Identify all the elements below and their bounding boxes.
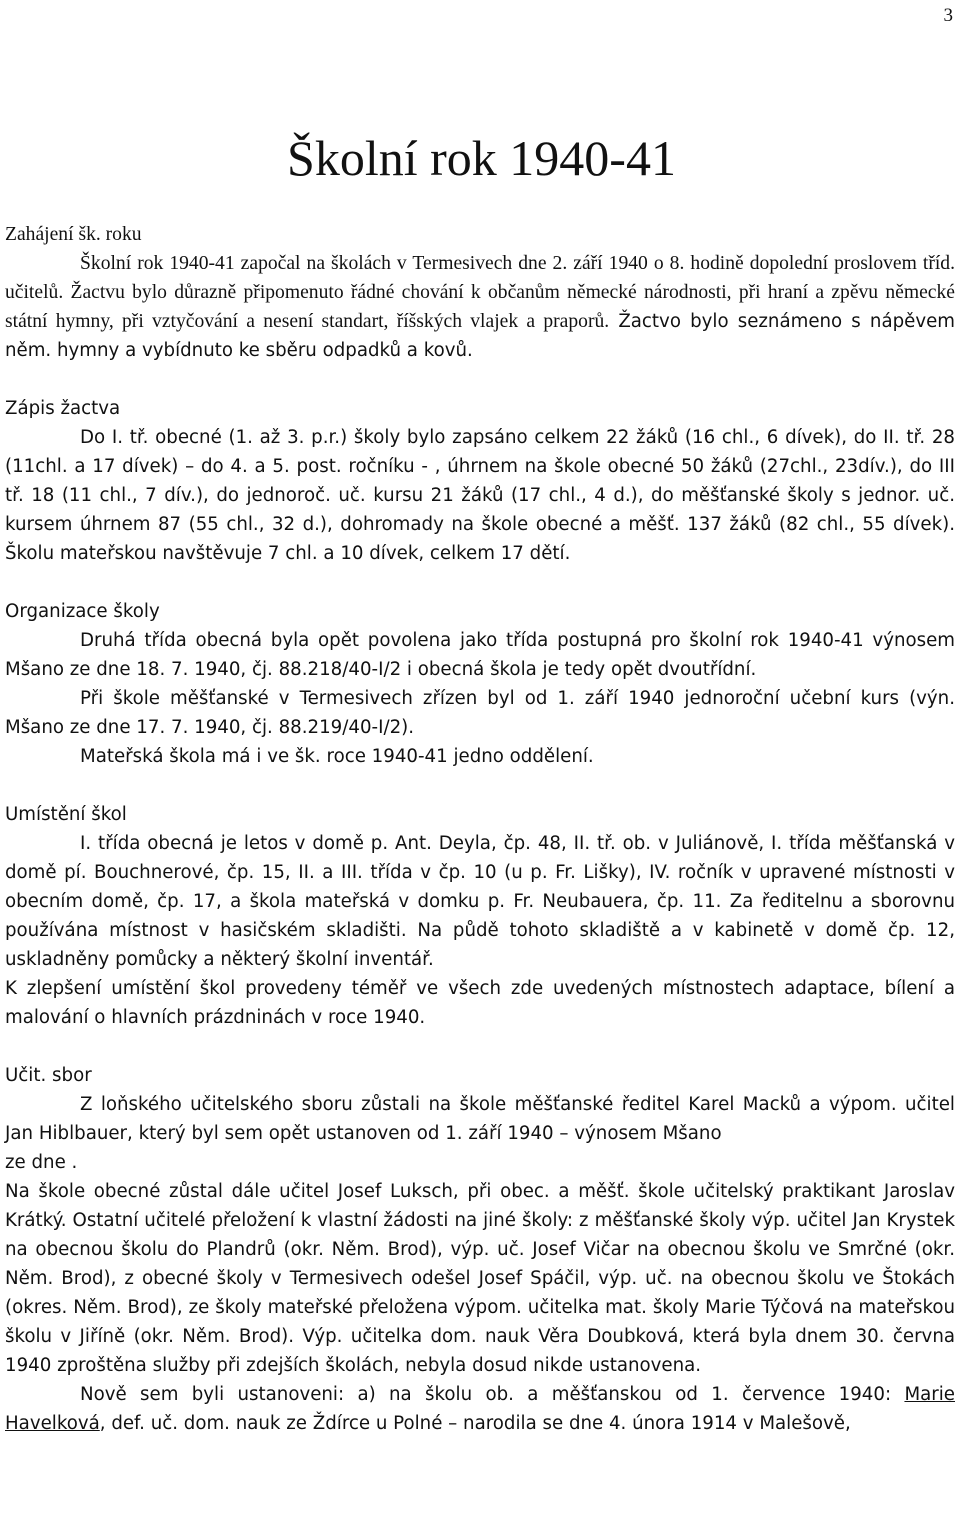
section-heading-ucit-sbor: Učit. sbor [5,1065,92,1086]
section-heading-umisteni: Umístění škol [5,804,127,825]
paragraph-ucit-sbor-3-part2: , def. uč. dom. nauk ze Ždírce u Polné – narodila se dne 4. února 1914 v Malešově, [99,1413,851,1434]
paragraph-ucit-sbor-3 [5,1380,955,1438]
paragraph-zahajeni [5,249,955,365]
paragraph-ucit-sbor-1: Z loňského učitelského sboru zůstali na škole měšťanské ředitel Karel Macků a výpom. učitel Jan Hiblbauer, který byl sem opět ustanoven od 1. září 1940 – výnosem Mšano [5,1094,955,1144]
section-heading-zapis: Zápis žactva [5,398,121,419]
paragraph-umisteni-2: K zlepšení umístění škol provedeny téměř ve všech zde uvedených místnostech adaptace, bílení a malování o hlavních prázdninách v roce 1940. [5,978,955,1028]
paragraph-organizace-2: Při škole měšťanské v Termesivech zřízen byl od 1. září 1940 jednoroční učební kurs (výn. Mšano ze dne 17. 7. 1940, čj. 88.219/40-I/2). [5,688,955,738]
paragraph-organizace-1: Druhá třída obecná byla opět povolena jako třída postupná pro školní rok 1940-41 výnosem Mšano ze dne 18. 7. 1940, čj. 88.218/40-I/2 i obecná škola je tedy opět dvoutřídní. [5,630,955,680]
paragraph-zahajeni-part1: Školní rok 1940-41 započal na školách v Termesivech dne 2. září 1940 o 8. hodině dopolední proslovem tříd. učitelů. Žactvu bylo důrazně připomenuto řádné chování k občanům německé národnosti, při hraní a zpěvu německé státní hymny, při vztyčování a nesení standart, říšských vlajek a praporů. [5,253,955,332]
teacher-name-first: Marie [904,1384,955,1405]
section-heading-zahajeni: Zahájení šk. roku [5,224,142,245]
paragraph-ucit-sbor-3-part1: Nově sem byli ustanoveni: a) na školu ob. a měšťanskou od 1. července 1940: [80,1384,905,1405]
teacher-name-last: Havelková [5,1413,100,1434]
page-title: Školní rok 1940-41 [287,130,676,186]
paragraph-umisteni-1: I. třída obecná je letos v domě p. Ant. Deyla, čp. 48, II. tř. ob. v Juliánově, I. třída měšťanská v domě pí. Bouchnerové, čp. 15, II. a III. třída v čp. 10 (u p. Fr. Lišky), IV. ročník v upravené místnosti v obecním domě, čp. 17, a škola mateřská v domku p. Fr. Neubauera, čp. 11. Za ředitelnu a sborovnu používána místnost v hasičském skladišti. Na půdě tohoto skladiště a v kabinetě v domě čp. 12, uskladněny pomůcky a některý školní inventář. [5,833,955,970]
paragraph-organizace-3: Mateřská škola má i ve šk. roce 1940-41 jedno oddělení. [80,746,594,767]
paragraph-zapis-part1: Do I. tř. obecné (1. až 3. p.r.) školy bylo zapsáno celkem 22 žáků (16 chl., 6 dívek), do II. tř. 28 (11chl. a 17 dívek) – do 4. a 5. post. ročníku - , úhrnem na škole obecné 50 žáků (27chl., 23dív.), do III tř. 18 (11 chl., 7 dív.), do jednoroč. uč. kursu 21 žáků (17 chl., 4 d.), do měšťanské školy s jednor. uč. kursem úhrnem 87 (55 chl., 32 d.), dohromady na škole obecné a měšť. 137 žáků (82 chl., 55 dívek). [5,427,955,535]
page-number: 3 [943,5,953,26]
paragraph-ucit-sbor-1-end: ze dne . [5,1152,78,1173]
document-body [5,220,955,1438]
paragraph-ucit-sbor-2: Na škole obecné zůstal dále učitel Josef Luksch, při obec. a měšť. škole učitelský praktikant Jaroslav Krátký. Ostatní učitelé přeložení k vlastní žádosti na jiné školy: z měšťanské školy výp. učitel Jan Krystek na obecnou školu do Plandrů (okr. Něm. Brod), výp. uč. Josef Vičar na obecnou školu ve Smrčné (okr. Něm. Brod), z obecné školy v Termesivech odešel Josef Spáčil, výp. uč. na obecnou školu ve Štokách (okres. Něm. Brod), ze školy mateřské přeložena výpom. učitelka mat. školy Marie Týčová na mateřskou školu v Jiříně (okr. Něm. Brod). Výp. učitelka dom. nauk Věra Doubková, která byla dnem 30. června 1940 zproštěna služby při zdejších školách, nebyla dosud nikde ustanovena. [5,1181,955,1376]
paragraph-zapis [5,423,955,568]
paragraph-zapis-part2: Školu mateřskou navštěvuje 7 chl. a 10 dívek, celkem 17 dětí. [5,543,571,564]
section-heading-organizace: Organizace školy [5,601,160,622]
paragraph-zahajeni-part2: Žactvo bylo seznámeno s nápěvem něm. hymny a vybídnuto ke sběru odpadků a kovů. [5,311,955,361]
